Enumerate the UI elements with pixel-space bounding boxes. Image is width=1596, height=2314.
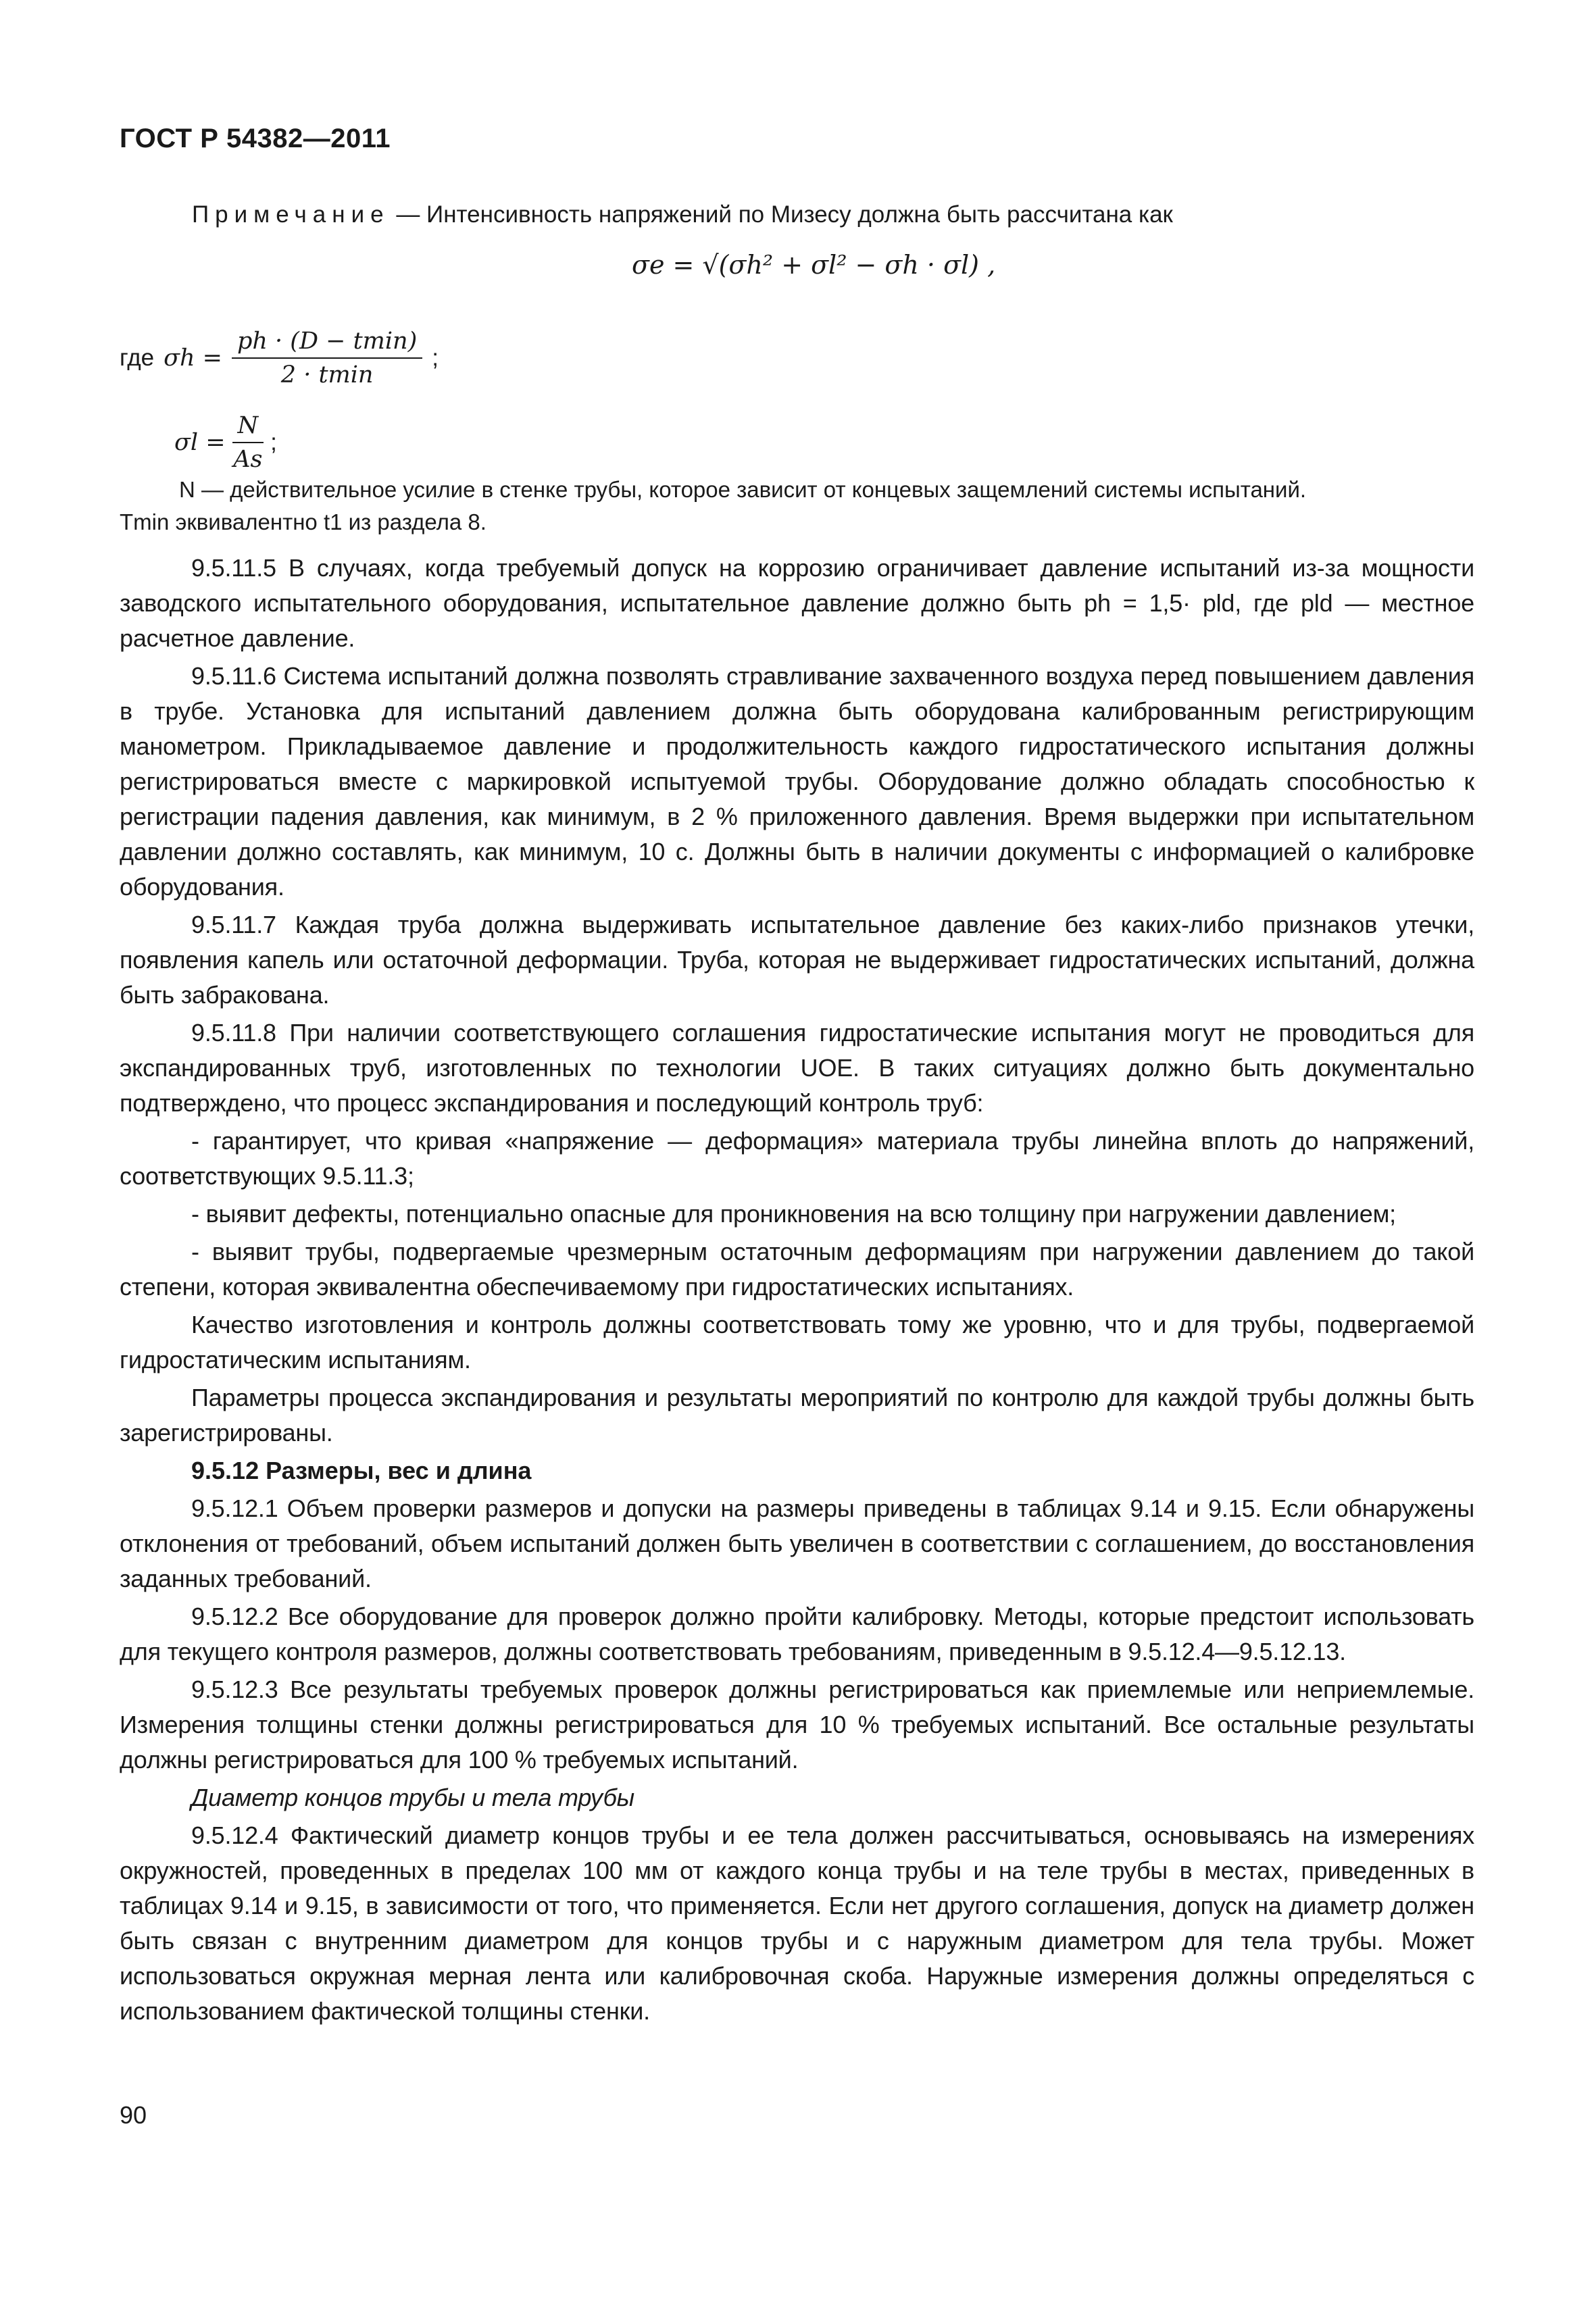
sigma-h-numerator: ph · (D − tmin) [232,328,422,359]
sigma-h-denominator: 2 · tmin [280,361,374,388]
list-item: - выявит трубы, подвергаемые чрезмерным остаточным деформациям при нагружении давлением до такой степени, которая эквивалентна обеспечиваемому при гидростатических испытаниях. [120,1238,1474,1301]
section-heading: 9.5.12 Размеры, вес и длина [191,1457,532,1484]
note-label: Примечание [192,201,390,228]
sigma-l-lhs: σl = [174,429,226,456]
list-item: - гарантирует, что кривая «напряжение — деформация» материала трубы линейна вплоть до напряжений, соответствующих 9.5.11.3; [120,1127,1474,1190]
sigma-l-denominator: As [233,446,263,473]
where-label: где [120,345,155,371]
sigma-h-end: ; [432,345,439,371]
sigma-l-end: ; [270,429,277,455]
note-intro [192,201,1173,228]
sigma-l-fraction [232,412,264,473]
note-text: — Интенсивность напряжений по Мизесу должна быть рассчитана как [389,201,1173,228]
paragraph: 9.5.11.8 При наличии соответствующего соглашения гидростатические испытания могут не проводиться для экспандированных труб, изготовленных по технологии UOE. В таких ситуациях должно быть документально подтверждено, что процесс экспандирования и последующий контроль труб: [120,1019,1474,1117]
note-line-n: N — действительное усилие в стенке трубы, которое зависит от концевых защемлений системы испытаний. [179,477,1307,502]
paragraph: 9.5.12.1 Объем проверки размеров и допуски на размеры приведены в таблицах 9.14 и 9.15. Если обнаружены отклонения от требований, объем испытаний должен быть увеличен в соответствии с соглашением, до восстановления заданных требований. [120,1494,1474,1592]
paragraph: 9.5.12.2 Все оборудование для проверок должно пройти калибровку. Методы, которые предстоит использовать для текущего контроля размеров, должны соответствовать требованиям, приведенным в 9.5.12.4—9.5.12.13. [120,1603,1474,1665]
formula-von-mises: σe = √(σh² + σl² − σh · σl) , [632,250,996,280]
paragraph: 9.5.12.4 Фактический диаметр концов трубы и ее тела должен рассчитываться, основываясь на измерениях окружностей, проведенных в пределах 100 мм от каждого конца трубы и на теле трубы в местах, приведенных в таблицах 9.14 и 9.15, в зависимости от того, что применяется. Если нет другого соглашения, допуск на диаметр должен быть связан с внутренним диаметром для концов трубы и с наружным диаметром для тела трубы. Может использоваться окружная мерная лента или калибровочная скоба. Наружные измерения должны определяться с использованием фактической толщины стенки. [120,1821,1474,2025]
paragraph: 9.5.11.7 Каждая труба должна выдерживать испытательное давление без каких-либо признаков утечки, появления капель или остаточной деформации. Труба, которая не выдерживает гидростатических испытаний, должна быть забракована. [120,911,1474,1009]
sigma-h-fraction [232,328,422,388]
paragraph: Качество изготовления и контроль должны соответствовать тому же уровню, что и для трубы, подвергаемой гидростатическим испытаниям. [120,1311,1474,1374]
sigma-l-numerator: N [232,412,264,443]
formula-sigma-l [174,412,277,473]
list-item: - выявит дефекты, потенциально опасные для проникновения на всю толщину при нагружении давлением; [191,1200,1396,1228]
sigma-h-lhs: σh = [164,345,222,372]
formula-sigma-h [120,328,439,388]
document-code: ГОСТ Р 54382—2011 [120,124,391,153]
paragraph: 9.5.11.5 В случаях, когда требуемый допуск на коррозию ограничивает давление испытаний из-за мощности заводского испытательного оборудования, испытательное давление должно быть ph = 1,5· pld, где pld — местное расчетное давление. [120,554,1474,652]
page-number: 90 [120,2101,147,2129]
note-line-tmin: Tmin эквивалентно t1 из раздела 8. [120,509,487,534]
paragraph: 9.5.11.6 Система испытаний должна позволять стравливание захваченного воздуха перед повышением давления в трубе. Установка для испытаний давлением должна быть оборудована калиброванным регистрирующим манометром. Прикладываемое давление и продолжительность каждого гидростатического испытания должны регистрироваться вместе с маркировкой испытуемой трубы. Оборудование должно обладать способностью к регистрации падения давления, как минимум, в 2 % приложенного давления. Время выдержки при испытательном давлении должно составлять, как минимум, 10 с. Должны быть в наличии документы с информацией о калибровке оборудования. [120,662,1474,901]
paragraph: 9.5.12.3 Все результаты требуемых проверок должны регистрироваться как приемлемые или неприемлемые. Измерения толщины стенки должны регистрироваться для 10 % требуемых испытаний. Все остальные результаты должны регистрироваться для 100 % требуемых испытаний. [120,1676,1474,1774]
paragraph: Параметры процесса экспандирования и результаты мероприятий по контролю для каждой трубы должны быть зарегистрированы. [120,1384,1474,1447]
subsection-heading: Диаметр концов трубы и тела трубы [191,1784,634,1811]
body-text [120,551,1474,2032]
